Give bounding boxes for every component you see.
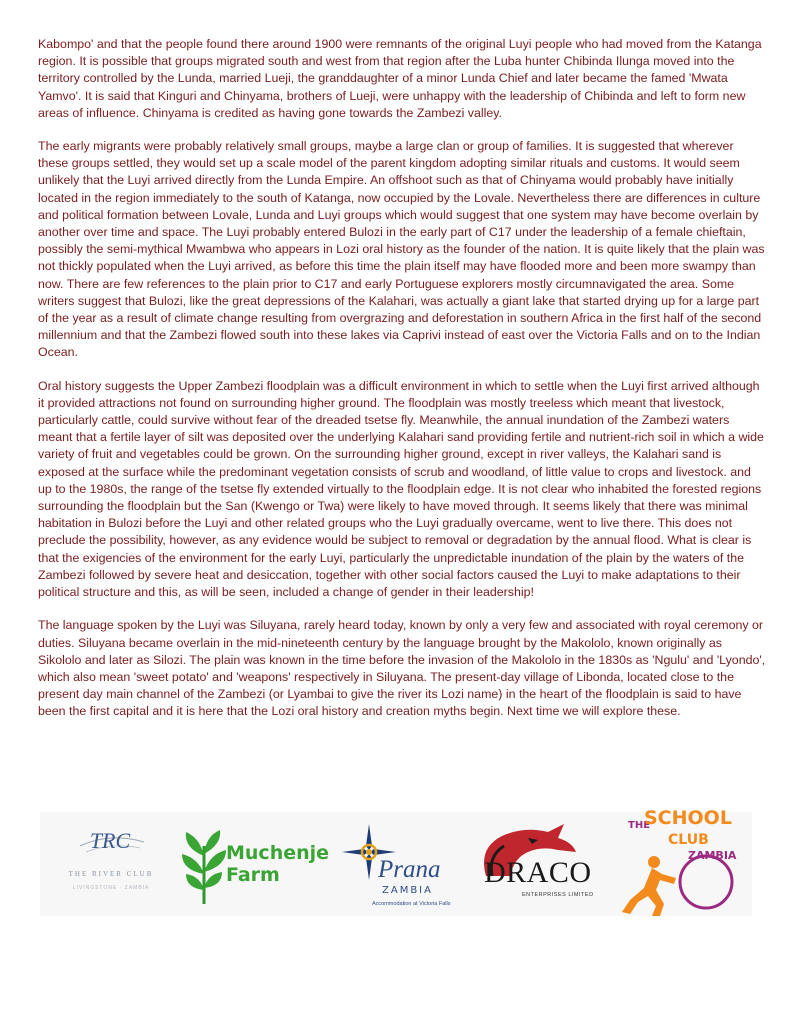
svg-text:TRC: TRC	[89, 828, 131, 853]
draco-subtitle: ENTERPRISES LIMITED	[522, 892, 594, 898]
river-club-monogram-icon	[40, 812, 180, 868]
paragraph: The early migrants were probably relatively small groups, maybe a large clan or group of families. It is suggested that wherever these groups settled, they would set up a scale model of the parent kingdom adopting similar rituals and customs. It would seem unlikely that the Luyi arrived directly from the Lunda Empire. An offshoot such as that of Chinyama would probably have initially located in the region immediately to the south of Katanga, now occupied by the Lovale. Nevertheless there are differences in culture and political formation between Lovale, Lunda and Luyi groups which would suggest that one system may have become overlain by another over time and space. The Luyi probably entered Bulozi in the early part of C17 under the leadership of a female chieftain, possibly the semi-mythical Mwambwa who appears in Lozi oral history as the founder of the nation. It is quite likely that the plain was not thickly populated when the Luyi arrived, as before this time the plain itself may have flooded more and been more swampy than now. There are few references to the plain prior to C17 and early Portuguese explorers mostly circumnavigated the area. Some writers suggest that Bulozi, like the great depressions of the Kalahari, was actually a giant lake that started drying up for a large part of the year as a result of climate change resulting from overgrazing and deforestation in southern Africa in the first half of the second millennium and that the Zambezi flowed south into these lakes via Caprivi instead of east over the Victoria Falls and on to the Indian Ocean.	[38, 139, 765, 360]
leaf-icon	[180, 826, 228, 906]
prana-zambia-logo	[328, 812, 458, 916]
prana-name: Prana	[378, 856, 441, 883]
draco-name: DRACO	[484, 856, 592, 889]
school-club-word-club: CLUB	[668, 832, 709, 848]
muchenje-farm-logo	[178, 812, 328, 916]
draco-enterprises-logo	[462, 812, 604, 916]
river-club-logo	[40, 812, 180, 916]
muchenje-line-2: Farm	[226, 864, 280, 886]
sponsor-logo-strip	[40, 807, 752, 916]
river-club-subtitle: LIVINGSTONE · ZAMBIA	[72, 885, 150, 891]
prana-country: ZAMBIA	[382, 885, 433, 896]
school-club-word-zambia: ZAMBIA	[688, 849, 737, 862]
runner-hoop-icon	[608, 854, 752, 916]
school-club-word-school: SCHOOL	[644, 807, 732, 829]
paragraph: Kabompo' and that the people found there around 1900 were remnants of the original Luyi people who had moved from the Katanga region. It is possible that groups migrated south and west from that region after the Luba hunter Chibinda Ilunga moved into the territory controlled by the Lunda, married Lueji, the granddaughter of a minor Lunda Chief and later became the famed 'Mwata Yamvo'. It is said that Kinguri and Chinyama, brothers of Lueji, were unhappy with the leadership of Chibinda and left to form new areas of influence. Chinyama is credited as having gone towards the Zambezi valley.	[38, 37, 762, 120]
school-club-zambia-logo	[608, 807, 752, 916]
river-club-name: THE RIVER CLUB	[68, 870, 154, 878]
school-club-word-the: THE	[628, 820, 651, 831]
paragraph: The language spoken by the Luyi was Siluyana, rarely heard today, known by only a very few and associated with royal ceremony or duties. Siluyana became overlain in the mid-nineteenth century by the language brought by the Makololo, known originally as Sikololo and later as Silozi. The plain was known in the time before the invasion of the Makololo in the 1830s as 'Ngulu' and 'Lyondo', which also mean 'sweet potato' and 'weapons' respectively in Siluyana. The present-day village of Libonda, located close to the present day main channel of the Zambezi (or Lyambai to give the river its Lozi name) in the heart of the floodplain is said to have been the first capital and it is here that the Lozi oral history and creation myths begin. Next time we will explore these.	[38, 618, 766, 719]
paragraph: Oral history suggests the Upper Zambezi floodplain was a difficult environment in which to settle when the Luyi first arrived although it provided attractions not found on surrounding higher ground. The floodplain was mostly treeless which meant that livestock, particularly cattle, could survive without fear of the dreaded tsetse fly. Meanwhile, the annual inundation of the Zambezi waters meant that a fertile layer of silt was deposited over the underlying Kalahari sand providing fertile and nutrient-rich soil in which a wide variety of fruit and vegetables could be grown. On the surrounding higher ground, except in river valleys, the Kalahari sand is exposed at the surface while the predominant vegetation consists of scrub and woodland, of little value to crops and livestock. and up to the 1980s, the range of the tsetse fly extended virtually to the floodplain edge. It is not clear who inhabited the forested regions surrounding the floodplain but the San (Kwengo or Twa) were likely to have moved through. It seems likely that there was minimal habitation in Bulozi before the Luyi and other related groups who the Luyi gradually overcame, went to live there. This does not preclude the possibility, however, as any evidence would be subject to removal or degradation by the annual flood. What is clear is that the exigencies of the environment for the early Luyi, particularly the unpredictable inundation of the plain by the waters of the Zambezi followed by severe heat and desiccation, together with other social factors caused the Luyi to make adaptations to their political structure and this, as will be seen, included a change of gender in their leadership!	[38, 378, 764, 600]
article-body	[38, 36, 766, 737]
muchenje-line-1: Muchenje	[226, 842, 330, 864]
prana-tagline: Accommodation at Victoria Falls	[372, 901, 451, 907]
muchenje-farm-name	[226, 842, 329, 886]
